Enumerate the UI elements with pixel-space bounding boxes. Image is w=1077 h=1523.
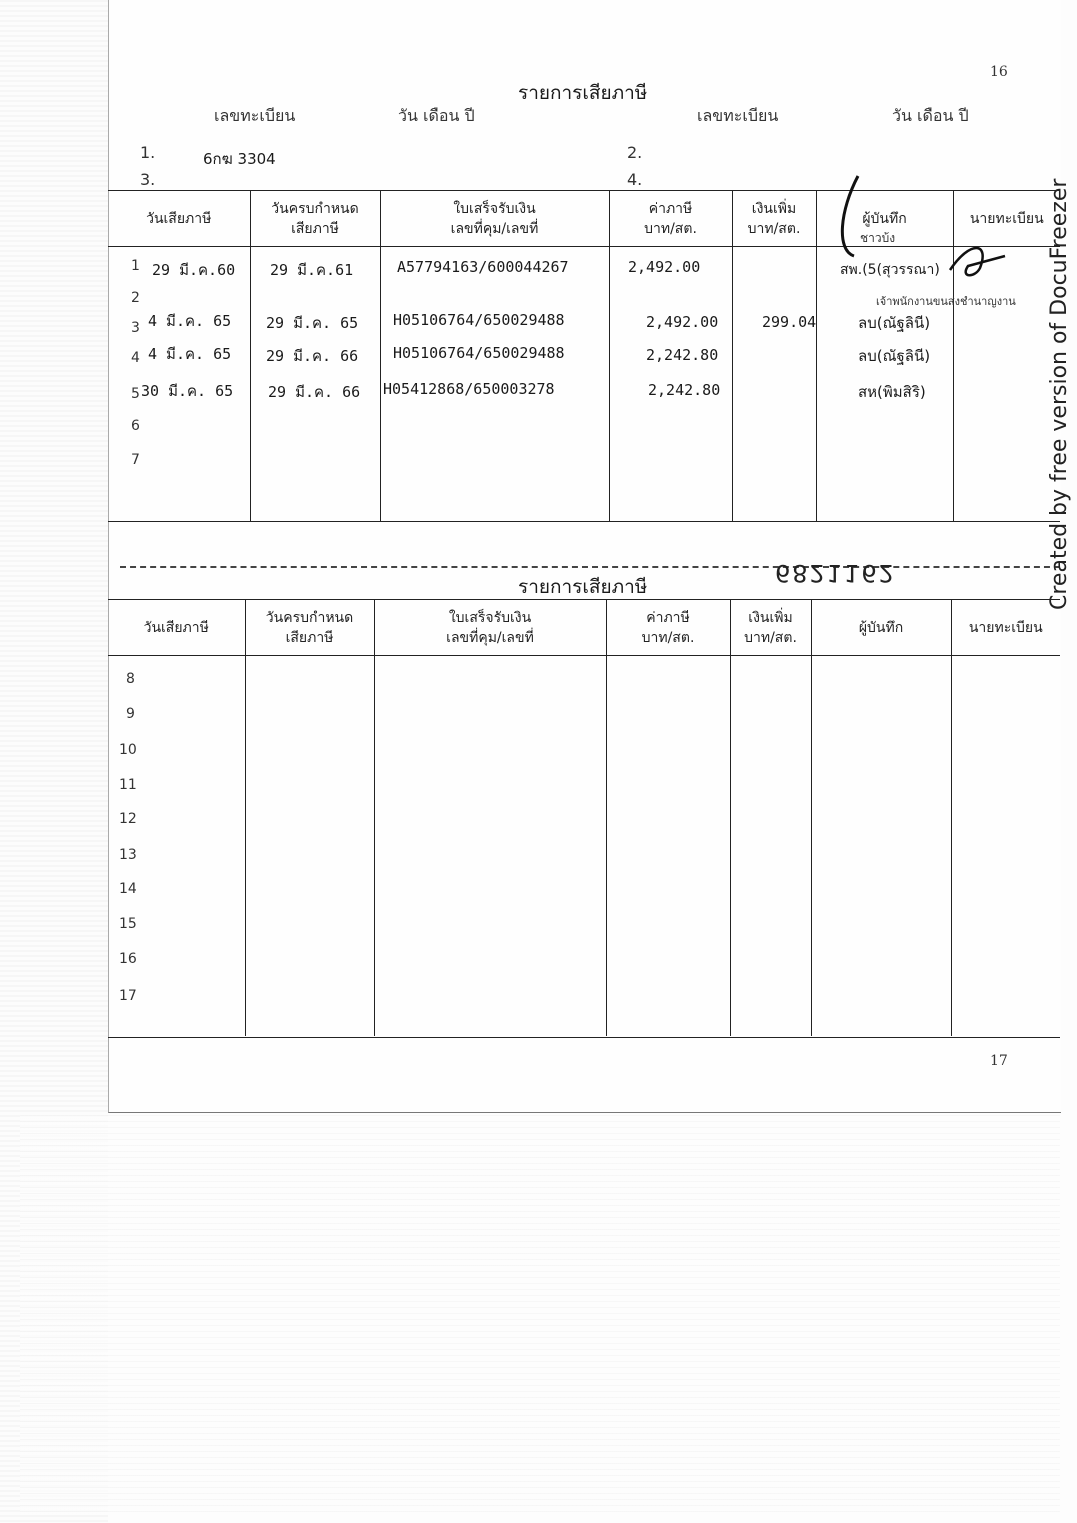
row-3-due-date: 29 มี.ค. 65: [266, 314, 359, 332]
header-tax-date-2: วันเสียภาษี: [108, 600, 245, 656]
header-extra-amount: เงินเพิ่ม บาท/สต.: [732, 191, 816, 247]
row-1-tax-date: 29 มี.ค.60: [152, 261, 236, 279]
row-5-recorder: สห(พิมสิริ): [858, 383, 926, 401]
col-due-date-2: [245, 656, 374, 1036]
label-date-right: วัน เดือน ปี: [892, 106, 969, 125]
docufreezer-watermark: Created by free version of DocuFreezer: [1047, 178, 1072, 610]
row-11-number: 11: [119, 777, 137, 793]
row-4-tax-date: 4 มี.ค. 65: [148, 345, 232, 363]
col-registrar-2: [951, 656, 1060, 1036]
row-16-number: 16: [119, 951, 137, 967]
row-2-number: 2: [131, 290, 140, 306]
row-1-tax-amount: 2,492.00: [628, 258, 701, 276]
row-1-due-date: 29 มี.ค.61: [270, 261, 354, 279]
label-registration-right: เลขทะเบียน: [697, 106, 779, 125]
signature-mark: [830, 170, 1030, 310]
row-6-number: 6: [131, 418, 140, 434]
row-4-tax-amount: 2,242.80: [646, 346, 719, 364]
page-number-bottom: 17: [990, 1053, 1008, 1069]
row-5-due-date: 29 มี.ค. 66: [268, 383, 361, 401]
page-separator: [120, 566, 1060, 568]
page-number-top: 16: [990, 64, 1008, 80]
header-tax-amount: ค่าภาษี บาท/สต.: [609, 191, 732, 247]
row-4-receipt: H05106764/650029488: [393, 344, 565, 362]
entry-1-number: 1.: [140, 143, 156, 162]
header-recorder: ผู้บันทึก: [816, 191, 953, 247]
row-9-number: 9: [126, 706, 135, 722]
row-3-extra-amount: 299.04: [762, 313, 817, 331]
header-registrar: นายทะเบียน: [953, 191, 1060, 247]
row-8-number: 8: [126, 671, 135, 687]
row-5-tax-amount: 2,242.80: [648, 381, 721, 399]
header-registrar-2: นายทะเบียน: [951, 600, 1060, 656]
entry-4-number: 4.: [627, 170, 643, 189]
col-receipt-2: [374, 656, 606, 1036]
row-1-receipt: A57794163/600044267: [397, 258, 569, 276]
header-tax-amount-2: ค่าภาษี บาท/สต.: [606, 600, 730, 656]
table-2-bottom-rule: [108, 1037, 1060, 1038]
row-3-tax-amount: 2,492.00: [646, 313, 719, 331]
row-14-number: 14: [119, 881, 137, 897]
entry-2-number: 2.: [627, 143, 643, 162]
stamp-note: เจ้าพนักงานขนส่งชำนาญงาน: [876, 295, 1016, 308]
col-extra-amount: [732, 247, 816, 521]
col-extra-amount-2: [730, 656, 811, 1036]
row-17-number: 17: [119, 988, 137, 1004]
row-5-tax-date: 30 มี.ค. 65: [141, 382, 234, 400]
row-3-number: 3: [131, 320, 140, 336]
header-receipt: ใบเสร็จรับเงิน เลขที่คุม/เลขที่: [380, 191, 609, 247]
header-due-date: วันครบกำหนด เสียภาษี: [250, 191, 380, 247]
row-1-recorder: สพ.(5(สุวรรณา): [840, 262, 940, 278]
col-recorder-2: [811, 656, 951, 1036]
row-10-number: 10: [119, 742, 137, 758]
row-3-recorder: ลบ(ณัฐลินี): [858, 314, 931, 332]
header-tax-date: วันเสียภาษี: [108, 191, 250, 247]
row-13-number: 13: [119, 847, 137, 863]
table-1-bottom-rule: [108, 521, 1060, 522]
bottom-title: รายการเสียภาษี: [518, 576, 648, 598]
header-receipt-2: ใบเสร็จรับเงิน เลขที่คุม/เลขที่: [374, 600, 606, 656]
label-registration-left: เลขทะเบียน: [214, 106, 296, 125]
col-tax-amount-2: [606, 656, 730, 1036]
row-4-number: 4: [131, 350, 140, 366]
row-12-number: 12: [119, 811, 137, 827]
header-recorder-2: ผู้บันทึก: [811, 600, 951, 656]
row-15-number: 15: [119, 916, 137, 932]
entry-3-number: 3.: [140, 170, 156, 189]
row-5-number: 5: [131, 386, 140, 402]
entry-1-value: 6กฆ 3304: [203, 150, 276, 168]
label-date-left: วัน เดือน ปี: [398, 106, 475, 125]
top-title: รายการเสียภาษี: [518, 82, 648, 104]
row-4-due-date: 29 มี.ค. 66: [266, 347, 359, 365]
tax-table-2: [108, 599, 1060, 1036]
stamp-fragment: ชาวบ้ง: [860, 231, 896, 245]
row-3-tax-date: 4 มี.ค. 65: [148, 312, 232, 330]
row-1-number: 1: [131, 258, 140, 274]
stamp-number: 6821162: [775, 559, 896, 587]
header-due-date-2: วันครบกำหนด เสียภาษี: [245, 600, 374, 656]
row-5-receipt: H05412868/650003278: [383, 380, 555, 398]
scan-noise: [20, 1115, 1060, 1515]
row-7-number: 7: [131, 452, 140, 468]
row-4-recorder: ลบ(ณัฐลินี): [858, 347, 931, 365]
header-extra-amount-2: เงินเพิ่ม บาท/สต.: [730, 600, 811, 656]
row-3-receipt: H05106764/650029488: [393, 311, 565, 329]
